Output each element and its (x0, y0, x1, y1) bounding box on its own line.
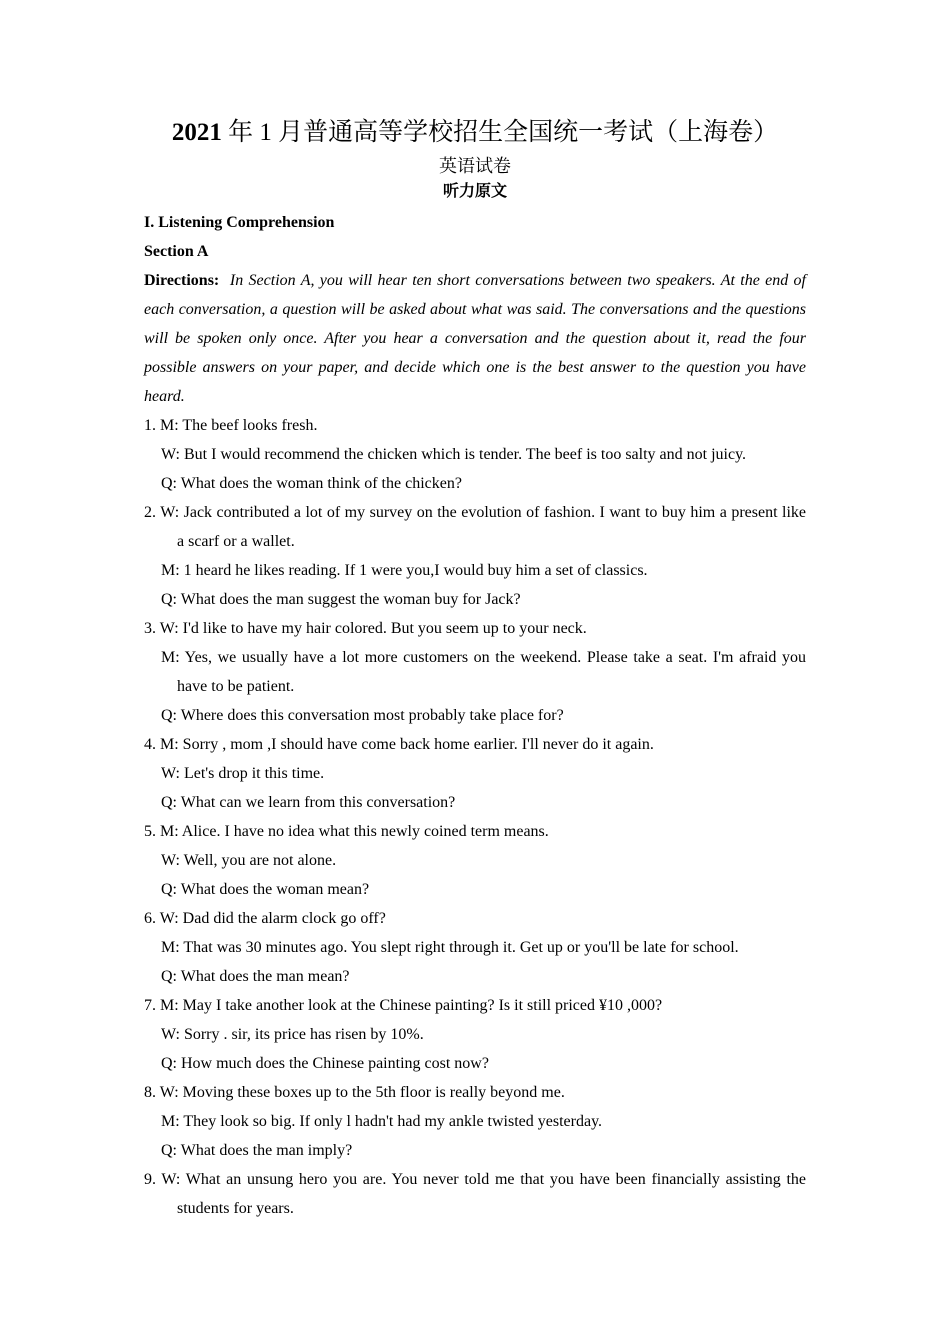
conversation-item-9 (144, 1165, 806, 1223)
item-line: 6. W: Dad did the alarm clock go off? (144, 910, 386, 927)
title-year-suffix: 年 (228, 119, 254, 146)
item-line: 5. M: Alice. I have no idea what this newly coined term means. (144, 823, 549, 840)
conversation-item-1 (144, 411, 806, 498)
section-heading: I. Listening Comprehension (144, 214, 335, 231)
item-question: Q: How much does the Chinese painting cost now? (161, 1055, 489, 1072)
conversation-item-3 (144, 614, 806, 730)
item-line: 7. M: May I take another look at the Chinese painting? Is it still priced ¥10 ,000? (144, 997, 663, 1014)
item-question: Q: What can we learn from this conversation? (161, 794, 456, 811)
conversation-item-2 (144, 498, 806, 614)
item-line: W: Sorry . sir, its price has risen by 10%. (161, 1026, 424, 1043)
conversation-item-8 (144, 1078, 806, 1165)
item-line: M: They look so big. If only l hadn't had my ankle twisted yesterday. (161, 1113, 603, 1130)
conversation-item-6 (144, 904, 806, 991)
title-year: 2021 (171, 119, 222, 146)
item-question: Q: Where does this conversation most probably take place for? (161, 707, 564, 724)
document-page (144, 112, 806, 1223)
conversation-item-7 (144, 991, 806, 1078)
item-question: Q: What does the man imply? (161, 1142, 353, 1159)
item-line: W: But I would recommend the chicken which is tender. The beef is too salty and not juicy. (161, 446, 747, 463)
item-line: 9. W: What an unsung hero you are. You never told me that you have been financially assisting the students for years. (144, 1171, 806, 1217)
item-question: Q: What does the woman think of the chicken? (161, 475, 462, 492)
title-rest: 月普通高等学校招生全国统一考试（上海卷） (278, 119, 779, 146)
exam-subtitle: 英语试卷 (439, 156, 511, 177)
item-line: 3. W: I'd like to have my hair colored. But you seem up to your neck. (144, 620, 587, 637)
exam-subtitle-transcript: 听力原文 (442, 181, 507, 200)
directions-paragraph (144, 266, 806, 411)
item-line: 2. W: Jack contributed a lot of my survey on the evolution of fashion. I want to buy him a present like a scarf or a wallet. (144, 504, 806, 550)
section-part: Section A (144, 243, 209, 260)
item-line: W: Well, you are not alone. (161, 852, 337, 869)
item-line: W: Let's drop it this time. (161, 765, 325, 782)
title-month: 1 (259, 119, 272, 146)
item-line: 8. W: Moving these boxes up to the 5th floor is really beyond me. (144, 1084, 565, 1101)
item-line: M: That was 30 minutes ago. You slept right through it. Get up or you'll be late for school. (161, 939, 739, 956)
item-question: Q: What does the woman mean? (161, 881, 370, 898)
item-line: M: Yes, we usually have a lot more customers on the weekend. Please take a seat. I'm afraid you have to be patient. (161, 649, 806, 695)
directions-text: In Section A, you will hear ten short conversations between two speakers. At the end of each conversation, a question will be asked about what was said. The conversations and the questions will be spoken only once. After you hear a conversation and the question about it, read the four possible answers on your paper, and decide which one is the best answer to the question you have heard. (144, 272, 806, 405)
exam-title (144, 112, 806, 154)
conversation-item-4 (144, 730, 806, 817)
item-line: M: 1 heard he likes reading. If 1 were you,I would buy him a set of classics. (161, 562, 648, 579)
item-question: Q: What does the man mean? (161, 968, 350, 985)
directions-label: Directions: (144, 272, 220, 289)
item-question: Q: What does the man suggest the woman buy for Jack? (161, 591, 521, 608)
item-line: 4. M: Sorry , mom ,I should have come back home earlier. I'll never do it again. (144, 736, 654, 753)
item-line: 1. M: The beef looks fresh. (144, 417, 318, 434)
conversation-item-5 (144, 817, 806, 904)
